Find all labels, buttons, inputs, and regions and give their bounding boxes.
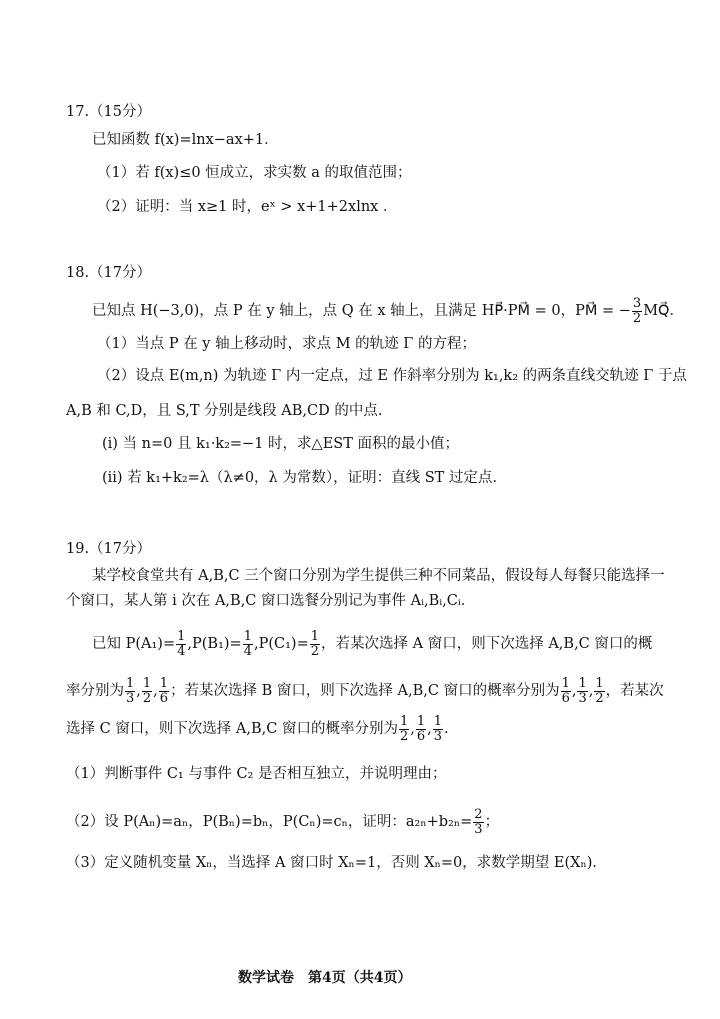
q17-stem: 已知函数 f(x)=lnx−ax+1． bbox=[92, 132, 279, 148]
fraction-pa1: $\frac{1}{4}$ bbox=[177, 629, 186, 659]
q18-header: 18.（17分） bbox=[66, 265, 152, 281]
q18-part2-line1: （2）设点 E(m,n) 为轨迹 Γ 内一定点，过 E 作斜率分别为 k₁,k₂ 的两条直线交轨迹 Γ 于点 bbox=[97, 368, 687, 384]
q18-stem-text: 已知点 H(−3,0)，点 P 在 y 轴上，点 Q 在 x 轴上，且满足 HP⃗·PM⃗ = 0，PM⃗ = − bbox=[92, 303, 631, 320]
q19-prob-line: 率分别为 $\frac{1}{3}$ , $\frac{1}{2}$ , $\frac{1}{6}$ ；若某次选择 B 窗口，则下次选择 A,B,C 窗口的概率分别为 $\frac{1}{6}$ , $\frac{1}{3}$ , $\frac{1}{2}$ ，若某次 bbox=[66, 676, 664, 706]
q18-stem-tail: MQ⃗． bbox=[643, 303, 684, 320]
q19-known-line: 已知 P(A₁)= $\frac{1}{4}$ ,P(B₁)= $\frac{1}{4}$ ,P(C₁)= $\frac{1}{2}$ ，若某次选择 A 窗口，则下次选择 A,B,C 窗口的概 bbox=[92, 629, 653, 659]
q19-part2: （2）设 P(Aₙ)=aₙ，P(Bₙ)=bₙ，P(Cₙ)=cₙ，证明：a₂ₙ+b₂ₙ= $\frac{2}{3}$ ； bbox=[66, 807, 500, 837]
q18-sub-ii: (ii) 若 k₁+k₂=λ（λ≠0，λ 为常数），证明：直线 ST 过定点. bbox=[102, 470, 498, 486]
q19-stem-line2: 个窗口，某人第 i 次在 A,B,C 窗口选餐分别记为事件 Aᵢ,Bᵢ,Cᵢ． bbox=[66, 593, 476, 609]
fraction-two-thirds: $\frac{2}{3}$ bbox=[474, 807, 483, 837]
q18-part2-line2: A,B 和 C,D，且 S,T 分别是线段 AB,CD 的中点. bbox=[66, 403, 383, 419]
q17-header: 17.（15分） bbox=[66, 104, 152, 120]
q17-part1: （1）若 f(x)≤0 恒成立，求实数 a 的取值范围； bbox=[97, 165, 412, 181]
page-footer: 数学试卷 第4页（共4页） bbox=[238, 970, 412, 986]
q17-part2: （2）证明：当 x≥1 时，eˣ > x+1+2xlnx ． bbox=[97, 199, 398, 215]
q19-part1: （1）判断事件 C₁ 与事件 C₂ 是否相互独立，并说明理由； bbox=[66, 766, 447, 782]
q18-sub-i: (i) 当 n=0 且 k₁·k₂=−1 时，求△EST 面积的最小值； bbox=[102, 436, 459, 452]
q19-part3: （3）定义随机变量 Xₙ，当选择 A 窗口时 Xₙ=1，否则 Xₙ=0，求数学期望 E(Xₙ)． bbox=[66, 855, 607, 871]
q18-stem-fraction: $\frac{3}{2}$ bbox=[632, 296, 642, 326]
q19-choose-line: 选择 C 窗口，则下次选择 A,B,C 窗口的概率分别为 $\frac{1}{2}$ , $\frac{1}{6}$ , $\frac{1}{3}$ . bbox=[66, 714, 449, 744]
fraction-pb1: $\frac{1}{4}$ bbox=[243, 629, 252, 659]
q18-part1: （1）当点 P 在 y 轴上移动时，求点 M 的轨迹 Γ 的方程； bbox=[97, 336, 476, 352]
q18-stem bbox=[92, 297, 684, 325]
q19-header: 19.（17分） bbox=[66, 541, 152, 557]
q19-stem-line1: 某学校食堂共有 A,B,C 三个窗口分别为学生提供三种不同菜品，假设每人每餐只能选择一 bbox=[92, 568, 665, 584]
fraction-pc1: $\frac{1}{2}$ bbox=[310, 629, 320, 659]
